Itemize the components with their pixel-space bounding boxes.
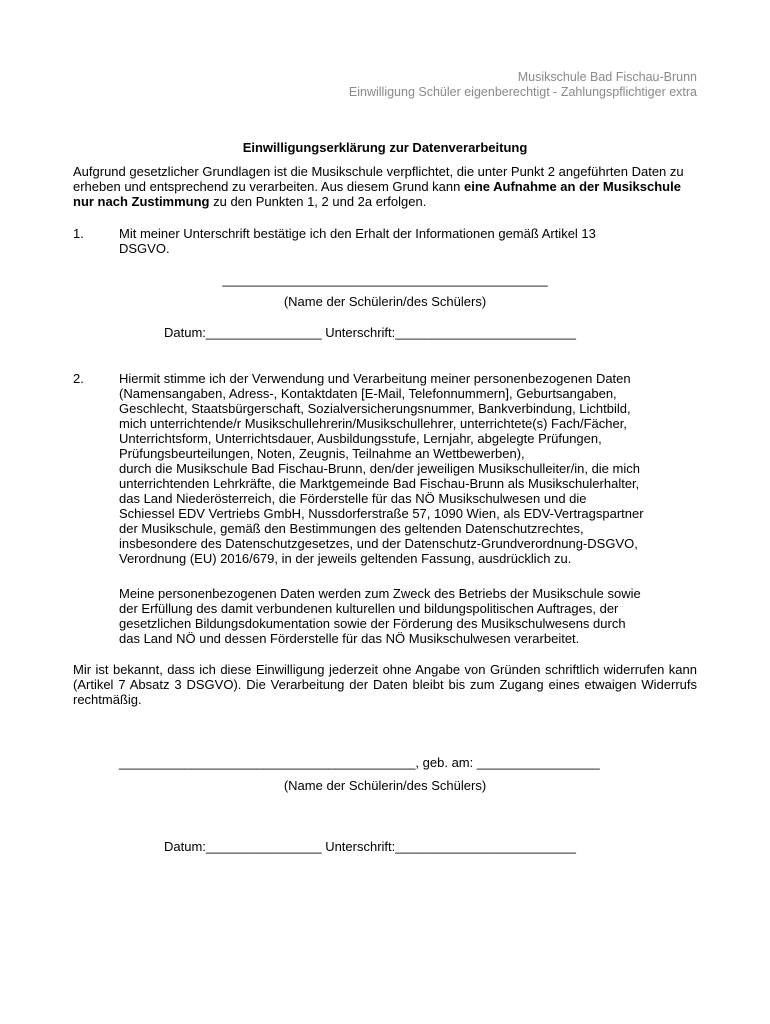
item-2-purpose-line: der Erfüllung des damit verbundenen kulturellen und bildungspolitischen Auftrages, der	[119, 601, 619, 616]
item-2-purpose-paragraph	[119, 586, 697, 646]
item-1-line-2: DSGVO.	[119, 241, 170, 256]
item-2-purpose-line: Meine personenbezogenen Daten werden zum Zweck des Betriebs der Musikschule sowie	[119, 586, 641, 601]
item-2-line: mich unterrichtende/r Musikschullehrerin/Musikschullehrer, unterrichtete(s) Fach/Fächer,	[119, 416, 627, 431]
item-2-text	[119, 371, 697, 566]
header-school-name: Musikschule Bad Fischau-Brunn	[517, 70, 697, 84]
header-form-type: Einwilligung Schüler eigenberechtigt - Zahlungspflichtiger extra	[348, 85, 697, 99]
sig1-date-signature-row: Datum:________________ Unterschrift:_________________________	[164, 325, 577, 340]
item-2-line: insbesondere des Datenschutzgesetzes, und der Datenschutz-Grundverordnung-DSGVO,	[119, 536, 638, 551]
item-2-line: der Musikschule, gemäß den Bestimmungen des geltenden Datenschutzrechtes,	[119, 521, 584, 536]
item-1-number: 1.	[73, 226, 84, 241]
item-2-line: Schiessel EDV Vertriebs GmbH, Nussdorferstraße 57, 1090 Wien, als EDV-Vertragspartner	[119, 506, 644, 521]
intro-text-1: Aufgrund gesetzlicher Grundlagen ist die Musikschule verpflichtet, die unter Punkt 2 angeführten Daten zu erheben und entsprechend zu verarbeiten. Aus diesem Grund kann	[73, 164, 684, 194]
item-2-line: (Namensangaben, Adress-, Kontaktdaten [E-Mail, Telefonnummern], Geburtsangaben,	[119, 386, 617, 401]
document-header	[349, 70, 697, 100]
item-2-number: 2.	[73, 371, 84, 386]
sig2-name-birthdate-row: _________________________________________, geb. am: _________________	[119, 755, 600, 770]
sig2-name-caption: (Name der Schülerin/des Schülers)	[283, 778, 487, 793]
item-1-line-1: Mit meiner Unterschrift bestätige ich den Erhalt der Informationen gemäß Artikel 13	[119, 226, 596, 241]
item-2-line: Geschlecht, Staatsbürgerschaft, Sozialversicherungsnummer, Bankverbindung, Lichtbild,	[119, 401, 631, 416]
sig2-date-signature-row: Datum:________________ Unterschrift:_________________________	[164, 839, 577, 854]
document-title: Einwilligungserklärung zur Datenverarbeitung	[242, 140, 528, 155]
item-2-line: das Land Niederösterreich, die Förderstelle für das NÖ Musikschulwesen und die	[119, 491, 587, 506]
item-2-line: Prüfungsbeurteilungen, Noten, Zeugnis, Teilnahme an Wettbewerben),	[119, 446, 525, 461]
item-2-line: durch die Musikschule Bad Fischau-Brunn, den/der jeweiligen Musikschulleiter/in, die mich	[119, 461, 640, 476]
intro-paragraph	[73, 164, 697, 209]
item-2-purpose-line: das Land NÖ und dessen Förderstelle für das NÖ Musikschulwesen verarbeitet.	[119, 631, 580, 646]
sig1-name-caption: (Name der Schülerin/des Schülers)	[283, 294, 487, 309]
item-2-line: Hiermit stimme ich der Verwendung und Verarbeitung meiner personenbezogenen Daten	[119, 371, 631, 386]
intro-text-bold: eine Aufnahme an der Musikschule nur nach Zustimmung	[73, 179, 681, 209]
item-2-line: Verordnung (EU) 2016/679, in der jeweils geltenden Fassung, ausdrücklich zu.	[119, 551, 572, 566]
item-2-line: unterrichtenden Lehrkräfte, die Marktgemeinde Bad Fischau-Brunn als Musikschulerhalter,	[119, 476, 640, 491]
sig1-name-line: _____________________________________________	[222, 272, 548, 287]
item-2-purpose-line: gesetzlichen Bildungsdokumentation sowie der Förderung des Musikschulwesens durch	[119, 616, 626, 631]
intro-text-2: zu den Punkten 1, 2 und 2a erfolgen.	[209, 194, 427, 209]
item-1-text	[119, 226, 697, 256]
revocation-paragraph: Mir ist bekannt, dass ich diese Einwilligung jederzeit ohne Angabe von Gründen schriftlich widerrufen kann (Artikel 7 Absatz 3 DSGVO). Die Verarbeitung der Daten bleibt bis zum Zugang eines etwaigen Widerrufs rechtmäßig.	[73, 662, 697, 707]
item-2-line: Unterrichtsform, Unterrichtsdauer, Ausbildungsstufe, Lernjahr, abgelegte Prüfungen,	[119, 431, 602, 446]
